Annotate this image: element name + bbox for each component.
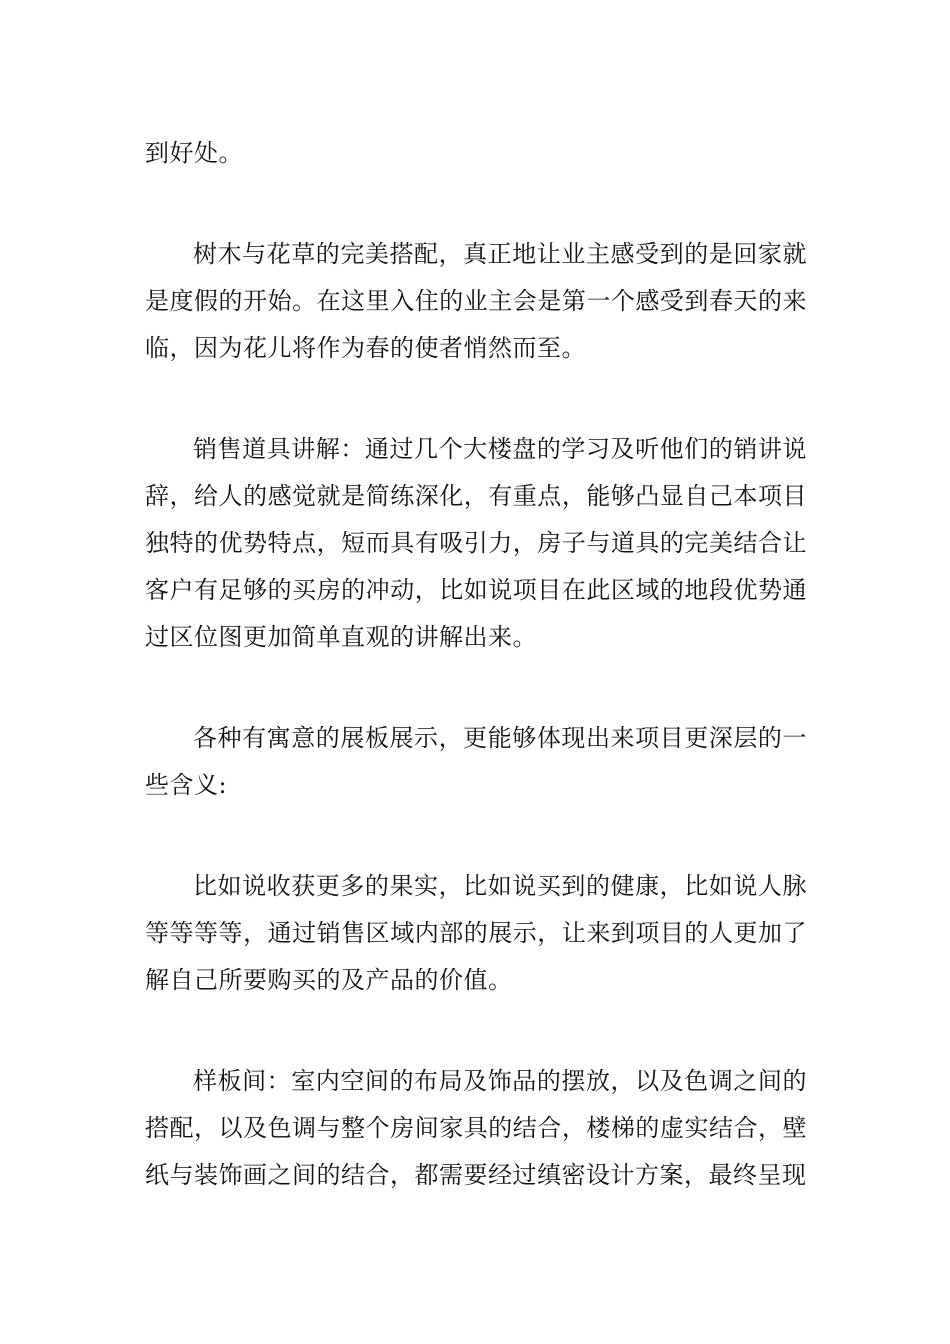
paragraph-examples: 比如说收获更多的果实，比如说买到的健康，比如说人脉等等等等，通过销售区域内部的展示，让来到项目的人更加了解自己所要购买的及产品的价值。 bbox=[145, 872, 807, 994]
paragraph-show-room: 样板间：室内空间的布局及饰品的摆放，以及色调之间的搭配，以及色调与整个房间家具的结合，楼梯的虚实结合，壁纸与装饰画之间的结合，都需要经过缜密设计方案，最终呈现 bbox=[145, 1067, 807, 1189]
paragraph-sales-props: 销售道具讲解：通过几个大楼盘的学习及听他们的销讲说辞，给人的感觉就是简练深化，有重点，能够凸显自己本项目独特的优势特点，短而具有吸引力，房子与道具的完美结合让客户有足够的买房的冲动，比如说项目在此区域的地段优势通过区位图更加简单直观的讲解出来。 bbox=[145, 435, 807, 651]
paragraph-continuation: 到好处。 bbox=[145, 139, 243, 167]
paragraph-display-boards: 各种有寓意的展板展示，更能够体现出来项目更深层的一些含义: bbox=[145, 724, 807, 799]
paragraph-landscaping: 树木与花草的完美搭配，真正地让业主感受到的是回家就是度假的开始。在这里入住的业主会是第一个感受到春天的来临，因为花儿将作为春的使者悄然而至。 bbox=[145, 240, 807, 362]
document-body bbox=[145, 130, 807, 1253]
